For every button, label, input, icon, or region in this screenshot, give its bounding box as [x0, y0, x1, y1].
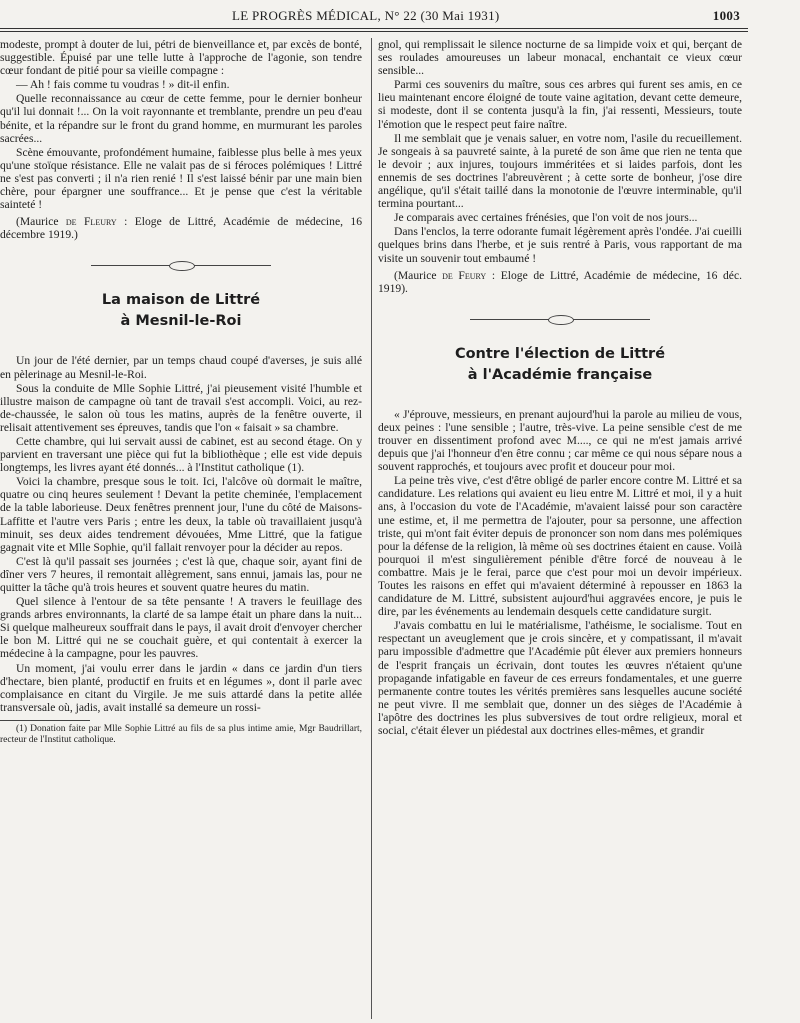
- paragraph: Un jour de l'été dernier, par un temps chaud coupé d'averses, je suis allé en pèlerinage au Mesnil-le-Roi.: [0, 354, 362, 381]
- paragraph: Voici la chambre, presque sous le toit. Ici, l'alcôve où dormait le maître, quatre ou cinq heures seulement ! Devant la petite cheminée, l'emplacement de la table laborieuse. Deux fenêtres prennent jour, l'une du côté de Maisons-Laffitte et l'autre vers Paris ; entre les deux, la table où travaillaient jusqu'à minuit, ses deux aides tendrement dévouées, Mme Littré, que la fatigue gagnait vite et Mlle Sophie, qu'il fallait renvoyer pour la décider au repos.: [0, 475, 362, 554]
- running-header: [0, 8, 748, 26]
- left-column: [0, 38, 362, 747]
- section-heading: La maison de Littré à Mesnil-le-Roi: [101, 292, 261, 330]
- page-number: 1003: [712, 8, 740, 23]
- paragraph: C'est là qu'il passait ses journées ; c'est là que, chaque soir, ayant fini de dîner vers 7 heures, il remontait allègrement, sans ennui, jamais las, pour ne quitter la tâche qu'à trois heures et souvent quatre heures du matin.: [0, 554, 362, 594]
- footnote-rule: [0, 720, 90, 721]
- section-heading: Contre l'élection de Littré à l'Académie française: [454, 345, 666, 383]
- section-ornament: [470, 315, 650, 324]
- paragraph: Un moment, j'ai voulu errer dans le jardin « dans ce jardin d'un tiers d'hectare, bien planté, productif en fruits et en légumes », dont il parle avec complaisance en citant du Virgile. Je me suis attardé dans la petite allée transversale où, jadis, avait installé sa demeure un rossi-: [0, 661, 362, 714]
- paragraph: Cette chambre, qui lui servait aussi de cabinet, est au second étage. On y parvient en traversant une pièce qui fut la bibliothèque ; elle est vide depuis longtemps, les livres ayant été donnés... à l'Institut catholique (1).: [0, 434, 362, 475]
- paragraph: Je comparais avec certaines frénésies, que l'on voit de nos jours...: [394, 211, 698, 225]
- right-column: [378, 38, 742, 738]
- column-divider: [371, 38, 372, 1019]
- paragraph: — Ah ! fais comme tu voudras ! » dit-il enfin.: [16, 78, 230, 92]
- paragraph: gnol, qui remplissait le silence nocturne de sa limpide voix et qui, berçant de ses roulades amoureuses un labeur monacal, enchantait ce vieux cœur sensible...: [378, 38, 742, 78]
- citation: (Maurice de Fleury : Eloge de Littré, Académie de médecine, 16 décembre 1919.): [0, 215, 363, 242]
- paragraph: Sous la conduite de Mlle Sophie Littré, j'ai pieusement visité l'humble et illustre maison de campagne où tant de travail s'est accompli. Voici, au rez-de-chaussée, le salon où tous les matins, auprès de la fenêtre ouverte, il relisait attentivement ses épreuves, tandis que l'on « faisait » sa chambre.: [0, 381, 362, 434]
- paragraph: Quelle reconnaissance au cœur de cette femme, pour le dernier bonheur qu'il lui donnait !... On la voit rayonnante et tremblante, prendre un peu d'eau bénite, et la répandre sur le front du grand homme, en murmurant les paroles sacrées...: [0, 92, 362, 145]
- paragraph: « J'éprouve, messieurs, en prenant aujourd'hui la parole au milieu de vous, deux peines : l'une sensible ; l'autre, très-vive. La peine sensible c'est de me trouver en dissentiment profond avec M...., ce qui ne m'est jamais arrivé depuis que j'ai l'honneur d'en être connu ; car même ce qui nous sépare nous a souvent rapprochés, et toujours avec profit et douceur pour moi.: [378, 407, 742, 474]
- paragraph: La peine très vive, c'est d'être obligé de parler encore contre M. Littré et sa candidature. Les relations qui avaient eu lieu entre M. Littré et moi, il y a huit ans, à l'occasion du vote de l'Académie, m'avaient laissé pour son caractère une estime, et, il me permettra de l'ajouter, pour sa personne, une affection triste, qui m'ont fait éviter depuis de prononcer son nom dans mes polémiques pour la défense de la religion, là même où ses doctrines étaient en cause. Voilà pourquoi il m'est singulièrement pénible d'être forcé de nouveau à le combattre. Mais je le ferai, parce que c'est pour moi un devoir impérieux. Toutes les raisons en effet qui m'avaient déterminé à repousser en 1863 la candidature de M. Littré, subsistent aujourd'hui aggravées encore, je puis le dire, par les événements au lendemain desquels cette candidature surgit.: [378, 474, 742, 619]
- paragraph: Quel silence à l'entour de sa tête pensante ! A travers le feuillage des grands arbres environnants, la clarté de sa lampe était un phare dans la nuit... Si quelque malheureux souffrait dans le pays, il avait droit d'envoyer chercher le bon M. Littré qui ne se couchait guère, et qui contentait à exercer la médecine à la campagne, pour les pauvres.: [0, 595, 362, 661]
- paragraph: Dans l'enclos, la terre odorante fumait légèrement après l'ondée. J'ai cueilli quelques brins dans l'herbe, et je suis rentré à Paris, vous rapportant de ma visite un souvenir tout embaumé !: [378, 225, 742, 265]
- journal-title: LE PROGRÈS MÉDICAL, N° 22 (30 Mai 1931): [232, 8, 500, 23]
- paragraph: Scène émouvante, profondément humaine, faiblesse plus belle à mes yeux qu'une stoïque résistance. Elle ne valait pas de si féroces polémiques ! Littré ne s'est pas converti ; il n'a rien renié ! Il s'est laissé bénir par une main bien chère, pour épargner une souffrance... Et je pense que c'est la véritable sainteté !: [0, 145, 362, 212]
- footnote: (1) Donation faite par Mlle Sophie Littré au fils de sa plus intime amie, Mgr Baudrillart, recteur de l'Institut catholique.: [0, 723, 362, 745]
- paragraph: Parmi ces souvenirs du maître, sous ces arbres qui furent ses amis, en ce lieu maintenant encore éloigné de toute vaine agitation, devant cette demeure, si modeste, dont il se contenta jusqu'à la fin, j'ai ressenti, Messieurs, toute l'émotion que le respect peut faire naître.: [378, 78, 742, 131]
- section-ornament: [91, 261, 271, 270]
- header-rule-bottom: [0, 31, 748, 32]
- citation: (Maurice de Feury : Eloge de Littré, Académie de médecine, 16 déc. 1919).: [378, 268, 742, 295]
- paragraph: J'avais combattu en lui le matérialisme, l'athéisme, le socialisme. Tout en respectant un aveuglement que je crois sincère, et y compatissant, il m'avait paru impossible d'admettre que l'Académie pût élever aux premiers honneurs de l'esprit français un écrivain, dont toutes les œuvres n'étaient qu'une propagande infatigable en faveur de ces erreurs fondamentales, et une guerre permanente contre toutes les vérités premières sans lesquelles aucune société ne peut vivre. Il me semblait que, donner un des sièges de l'Académie à l'apôtre des doctrines les plus subversives de tout ordre religieux, moral et social, c'était élever un piédestal aux doctrines elles-mêmes, et grandir: [378, 619, 742, 738]
- header-rule-top: [0, 28, 748, 29]
- paragraph: modeste, prompt à douter de lui, pétri de bienveillance et, par excès de bonté, suggestible. Épuisé par une telle lutte à l'approche de l'agonie, son tendre cœur fondant de pitié pour sa vieille compagne :: [0, 38, 362, 78]
- paragraph: Il me semblait que je venais saluer, en votre nom, l'asile du recueillement. Je songeais à sa pauvreté sainte, à la pureté de son âme que rien ne tenta que le devoir ; aux injures, toujours imméritées et si laides parfois, dont les ennemis de ses doctrines l'abreuvèrent ; à cette sorte de bonheur, j'ose dire angélique, qu'il s'était taillé dans la monotonie de l'œuvre interminable, qu'il termina pourtant...: [378, 131, 742, 211]
